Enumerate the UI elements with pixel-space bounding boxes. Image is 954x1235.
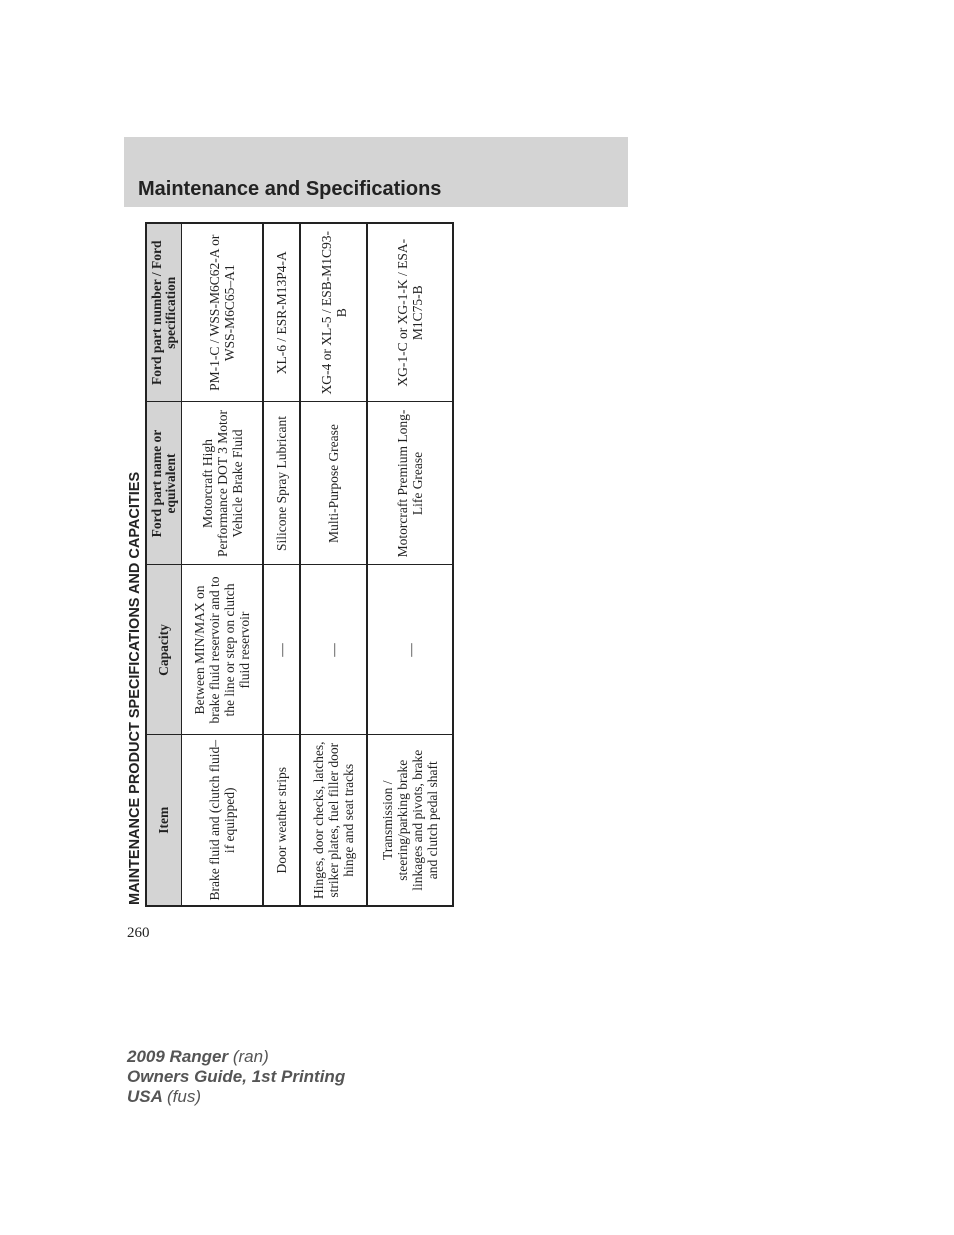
rotated-table-area [124,224,450,907]
cell-part-name: Motorcraft Premium Long-Life Grease [367,402,453,565]
cell-part-number: PM-1-C / WSS-M6C62-A or WSS-M6C65–A1 [182,223,264,402]
footer-line-3 [127,1087,345,1107]
footer [127,1047,345,1107]
footer-market-code: (fus) [167,1087,201,1106]
column-header-item: Item [146,735,182,906]
cell-item: Door weather strips [263,735,300,906]
footer-line-2: Owners Guide, 1st Printing [127,1067,346,1086]
cell-part-number: XL-6 / ESR-M13P4-A [263,223,300,402]
cell-item: Hinges, door checks, latches, striker plates, fuel filler door hinge and seat tracks [300,735,367,906]
header-band [124,137,628,207]
cell-capacity: Between MIN/MAX on brake fluid reservoir and to the line or step on clutch fluid reservoir [182,565,264,735]
column-header-capacity: Capacity [146,565,182,735]
spec-table [145,222,454,907]
table-row [263,223,300,906]
footer-market: USA [127,1087,163,1106]
footer-line-1 [127,1047,345,1067]
cell-part-number: XG-4 or XL-5 / ESB-M1C93-B [300,223,367,402]
cell-item: Brake fluid and (clutch fluid–if equipped) [182,735,264,906]
page-number: 260 [127,925,150,941]
cell-part-number: XG-1-C or XG-1-K / ESA-M1C75-B [367,223,453,402]
section-title: MAINTENANCE PRODUCT SPECIFICATIONS AND CAPACITIES [127,471,143,905]
column-header-part-number: Ford part number / Ford specification [146,223,182,402]
cell-part-name: Multi-Purpose Grease [300,402,367,565]
cell-part-name: Silicone Spray Lubricant [263,402,300,565]
footer-model-code: (ran) [232,1047,269,1066]
column-header-part-name: Ford part name or equivalent [146,402,182,565]
header-title: Maintenance and Specifications [138,178,442,200]
table-header-row [146,223,182,906]
rotated-content [124,224,450,907]
cell-capacity: — [300,565,367,735]
table-row [300,223,367,906]
table-row [182,223,264,906]
footer-model: 2009 Ranger [127,1047,229,1066]
cell-item: Transmission / steering/parking brake linkages and pivots, brake and clutch pedal shaft [367,735,453,906]
cell-part-name: Motorcraft High Performance DOT 3 Motor Vehicle Brake Fluid [182,402,264,565]
cell-capacity: — [367,565,453,735]
cell-capacity: — [263,565,300,735]
table-row [367,223,453,906]
